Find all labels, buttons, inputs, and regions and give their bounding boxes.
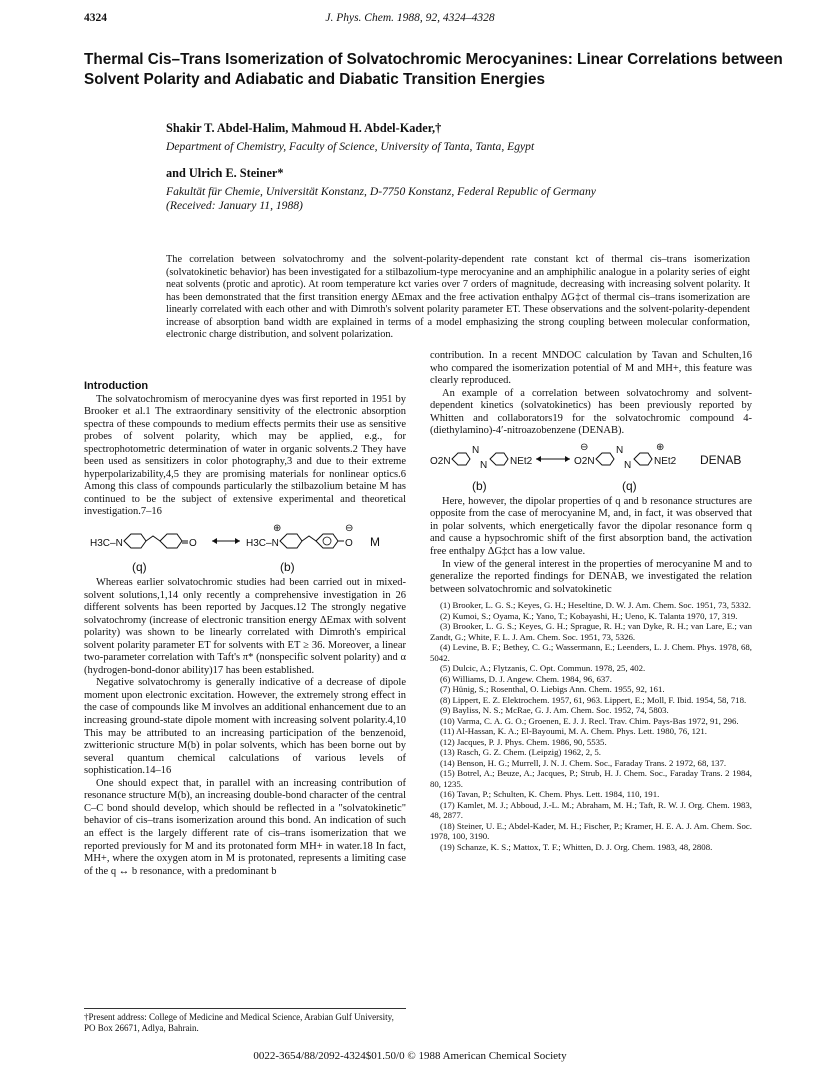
paragraph: One should expect that, in parallel with an increasing contribution of resonance structure M(b), an increasing double-bond character of the central C–C bond should develop, which should be reflected in a "solvatokinetic" behavior of cis–trans isomerization around this bond. An indication of such an effect is the largely different rate of cis–trans isomerization that we reported previously for M and its protonated form MH+ in water.18 In fact, MH+, where the oxygen atom in M is protonated, represents a limiting case of the q ↔ b resonance, with a predominant b <box>84 777 406 877</box>
form-label-q: (q) <box>132 560 147 575</box>
structure-denab-drawing <box>430 438 752 496</box>
m-b-minus-charge: ⊖ <box>345 523 354 535</box>
form-label-b: (b) <box>280 560 295 575</box>
m-q-ring-2 <box>160 534 182 548</box>
m-b-oxygen: O <box>345 538 353 550</box>
reference-item: (5) Dulcic, A.; Flytzanis, C. Opt. Commun. 1978, 25, 402. <box>440 663 646 674</box>
affiliation-2-text: Fakultät für Chemie, Universität Konstanz, D-7750 Konstanz, Federal Republic of Germany <box>166 185 596 198</box>
section-heading: Introduction <box>84 380 149 392</box>
reference-item: (9) Bayliss, N. S.; McRae, G. J. Am. Chem. Soc. 1952, 74, 5803. <box>440 705 669 716</box>
page-number: 4324 <box>84 12 107 24</box>
denab-q-minus: ⊖ <box>580 441 589 453</box>
affiliation-1: Department of Chemistry, Faculty of Science, University of Tanta, Tanta, Egypt <box>166 140 535 153</box>
paragraph: In view of the general interest in the properties of merocyanine M and to generalize the reported findings for DENAB, we investigated the relation between solvatochromic and solvatokinetic <box>430 558 752 595</box>
m-q-oxygen: O <box>189 538 197 550</box>
paragraph: Negative solvatochromy is generally indicative of a decrease of dipole moment upon electronic excitation. However, the extremely strong effect in the case of compounds like M involves an additional enhancement due to an increasing ground-state dipole moment with increasing solvent polarity.4,10 This may be attributed to an increasing participation of the benzenoid, zwitterionic structure M(b) in polar solvents, which has been borne out by several quantum chemical calculations of various levels of sophistication.14–16 <box>84 677 406 777</box>
m-q-methyl-label: H3C–N <box>90 538 123 550</box>
structure-denab-figure <box>430 438 752 496</box>
left-column <box>84 380 406 878</box>
reference-item: (3) Brooker, L. G. S.; Keyes, G. H.; Sprague, R. H.; van Dyke, R. H.; van Lare, E.; van Zandt, G.; White, F. L. J. Am. Chem. Soc. 1951, 73, 5326. <box>430 621 752 642</box>
author-line-2: and Ulrich E. Steiner* <box>166 166 284 180</box>
reference-item: (18) Steiner, U. E.; Abdel-Kader, M. H.; Fischer, P.; Kramer, H. E. A. J. Am. Chem. Soc. 1978, 100, 3190. <box>430 820 752 842</box>
m-b-ring-1 <box>280 534 302 548</box>
denab-b-amine: NEt2 <box>510 455 533 467</box>
paragraph: contribution. In a recent MNDOC calculation by Tavan and Schulten,16 who compared the isomerization potential of M and MH+, this feature was clearly reproduced. <box>430 350 752 387</box>
denab-q-n2: N <box>624 459 632 471</box>
footnote: †Present address: College of Medicine and Medical Science, Arabian Gulf University, PO Box 26671, Adlya, Bahrain. <box>84 1008 406 1034</box>
reference-item: (13) Rasch, G. Z. Chem. (Leipzig) 1962, 2, 5. <box>440 747 601 758</box>
m-b-ring-2 <box>316 534 338 548</box>
reference-item: (17) Kamlet, M. J.; Abboud, J.-L. M.; Abraham, M. H.; Taft, R. W. J. Org. Chem. 1983, 48, 2877. <box>430 799 752 821</box>
denab-form-q: (q) <box>622 478 637 493</box>
reference-item: (14) Benson, H. G.; Murrell, J. N. J. Chem. Soc., Faraday Trans. 2 1972, 68, 137. <box>440 757 727 768</box>
denab-q-n1: N <box>616 444 624 456</box>
structure-m-drawing <box>84 519 406 577</box>
reference-item: (6) Williams, D. J. Angew. Chem. 1984, 96, 637. <box>440 673 612 684</box>
reference-item: (16) Tavan, P.; Schulten, K. Chem. Phys. Lett. 1984, 110, 191. <box>440 789 660 800</box>
received-date: (Received: January 11, 1988) <box>166 199 303 212</box>
denab-q-plus: ⊕ <box>656 441 665 453</box>
copyright-line: 0022-3654/88/2092-4324$01.50/0 © 1988 American Chemical Society <box>253 1050 567 1062</box>
denab-form-b: (b) <box>472 478 487 493</box>
m-q-bridge <box>146 536 160 541</box>
denab-q-nitro: O2N <box>574 455 595 467</box>
paragraph: An example of a correlation between solvatochromy and solvent-dependent kinetics (solvatokinetics) has been previously reported by Whitten and collaborators19 for the solvatochromic compound 4-(diethylamino)-4′-nitroazobenzene (DENAB). <box>430 387 752 437</box>
reference-item: (19) Schanze, K. S.; Mattox, T. F.; Whitten, D. J. Org. Chem. 1983, 48, 2808. <box>440 841 713 852</box>
affiliation-2 <box>166 185 726 213</box>
paragraph: Whereas earlier solvatochromic studies had been carried out in mixed-solvent solutions,1,14 only recently a comprehensive investigation in 26 different solvents has been reported by Jacques.12 The strongly negative solvatochromy (increase of electronic transition energy ΔEmax with solvent polarity) was shown to be linearly correlated with Dimroth's empirical solvent polarity parameter ET for solvents with ET ≥ 36. Moreover, a linear two-parameter correlation with Taft's π* (nonspecific solvent polarity) and α (hydrogen-bond-donor ability)17 has been established. <box>84 577 406 676</box>
author-line-1: Shakir T. Abdel-Halim, Mahmoud H. Abdel-Kader,† <box>166 121 442 135</box>
references <box>430 600 752 852</box>
reference-item: (12) Jacques, P. J. Phys. Chem. 1986, 90, 5535. <box>440 736 607 747</box>
denab-b-n1: N <box>472 444 480 456</box>
denab-b-nitro: O2N <box>430 455 451 467</box>
reference-item: (15) Botrel, A.; Beuze, A.; Jacques, P.; Strub, H. J. Chem. Soc., Faraday Trans. 2 1984, 80, 1235. <box>430 768 752 789</box>
denab-q-amine: NEt2 <box>654 455 677 467</box>
structure-m-figure <box>84 519 406 577</box>
reference-item: (11) Al-Hassan, K. A.; El-Bayoumi, M. A. Chem. Phys. Lett. 1980, 76, 121. <box>440 726 707 737</box>
reference-item: (7) Hünig, S.; Rosenthal, O. Liebigs Ann. Chem. 1955, 92, 161. <box>440 684 665 695</box>
compound-label-m: M <box>370 535 380 550</box>
denab-b-n2: N <box>480 459 488 471</box>
paragraph: Here, however, the dipolar properties of q and b resonance structures are opposite from the case of merocyanine M, and, in fact, it was observed that in polar solvents, which energetically favor the dipolar resonance form q and cause a hypsochromic shift of the first absorption band, the activation free enthalpy ΔG‡ct has a low value. <box>430 495 752 558</box>
m-q-ring-1 <box>124 534 146 548</box>
reference-item: (8) Lippert, E. Z. Elektrochem. 1957, 61, 963. Lippert, E.; Moll, F. Ibid. 1954, 58, 718. <box>440 694 747 705</box>
running-header: J. Phys. Chem. 1988, 92, 4324–4328 <box>325 12 495 24</box>
compound-label-denab: DENAB <box>700 452 742 467</box>
reference-item: (4) Levine, B. F.; Bethey, C. G.; Wassermann, E.; Leenders, L. J. Chem. Phys. 1978, 68, 5042. <box>430 642 752 663</box>
right-column <box>430 350 752 852</box>
m-b-plus-charge: ⊕ <box>273 523 282 535</box>
reference-item: (2) Kumoi, S.; Oyama, K.; Yano, T.; Kobayashi, H.; Ueno, K. Talanta 1970, 17, 319. <box>440 610 738 621</box>
abstract: The correlation between solvatochromy and the solvent-polarity-dependent rate constant kct of thermal cis–trans isomerization (solvatokinetic behavior) has been investigated for a stilbazolium-type merocyanine and an amphiphilic analogue in a polarity series of eight neat solvents (protic and aprotic). At room temperature kct varies over 7 orders of magnitude, decreasing with increasing solvent polarity. It has been demonstrated that the first transition energy ΔEmax and the free activation enthalpy ΔG‡ct of thermal cis–trans isomerization are linearly correlated with each other and with Dimroth's solvent polarity parameter ET. These observations and the solvent-polarity-dependent increase of absorption band width are explained in terms of a model emphasizing the strong coupling between molecular conformation, electronic charge distribution, and solvent polarization. <box>166 254 750 340</box>
article-title: Thermal Cis–Trans Isomerization of Solvatochromic Merocyanines: Linear Correlations between Solvent Polarity and Adiabatic and Diabatic Transition Energies <box>84 51 783 88</box>
reference-item: (10) Varma, C. A. G. O.; Groenen, E. J. J. Recl. Trav. Chim. Pays-Bas 1972, 91, 296. <box>440 715 739 726</box>
reference-item: (1) Brooker, L. G. S.; Keyes, G. H.; Heseltine, D. W. J. Am. Chem. Soc. 1951, 73, 5332. <box>440 600 751 611</box>
m-b-methyl-label: H3C–N <box>246 538 279 550</box>
paragraph: The solvatochromism of merocyanine dyes was first reported in 1951 by Brooker et al.1 The extraordinary sensitivity of the electronic absorption spectra of these compounds to medium effects permits their use as sensitive probes of solvent polarity, which may be applied, e.g., for spectrophotometric determination of water in organic solvents.2 They have been used as sensitizers in color photography,3 and due to their extreme hyperpolarizability,4,5 they are promising materials for nonlinear optics.6 Among this class of compounds particularly the stilbazolium betaine M has continued to be the subject of extensive experimental and theoretical investigation.7–16 <box>84 393 406 518</box>
